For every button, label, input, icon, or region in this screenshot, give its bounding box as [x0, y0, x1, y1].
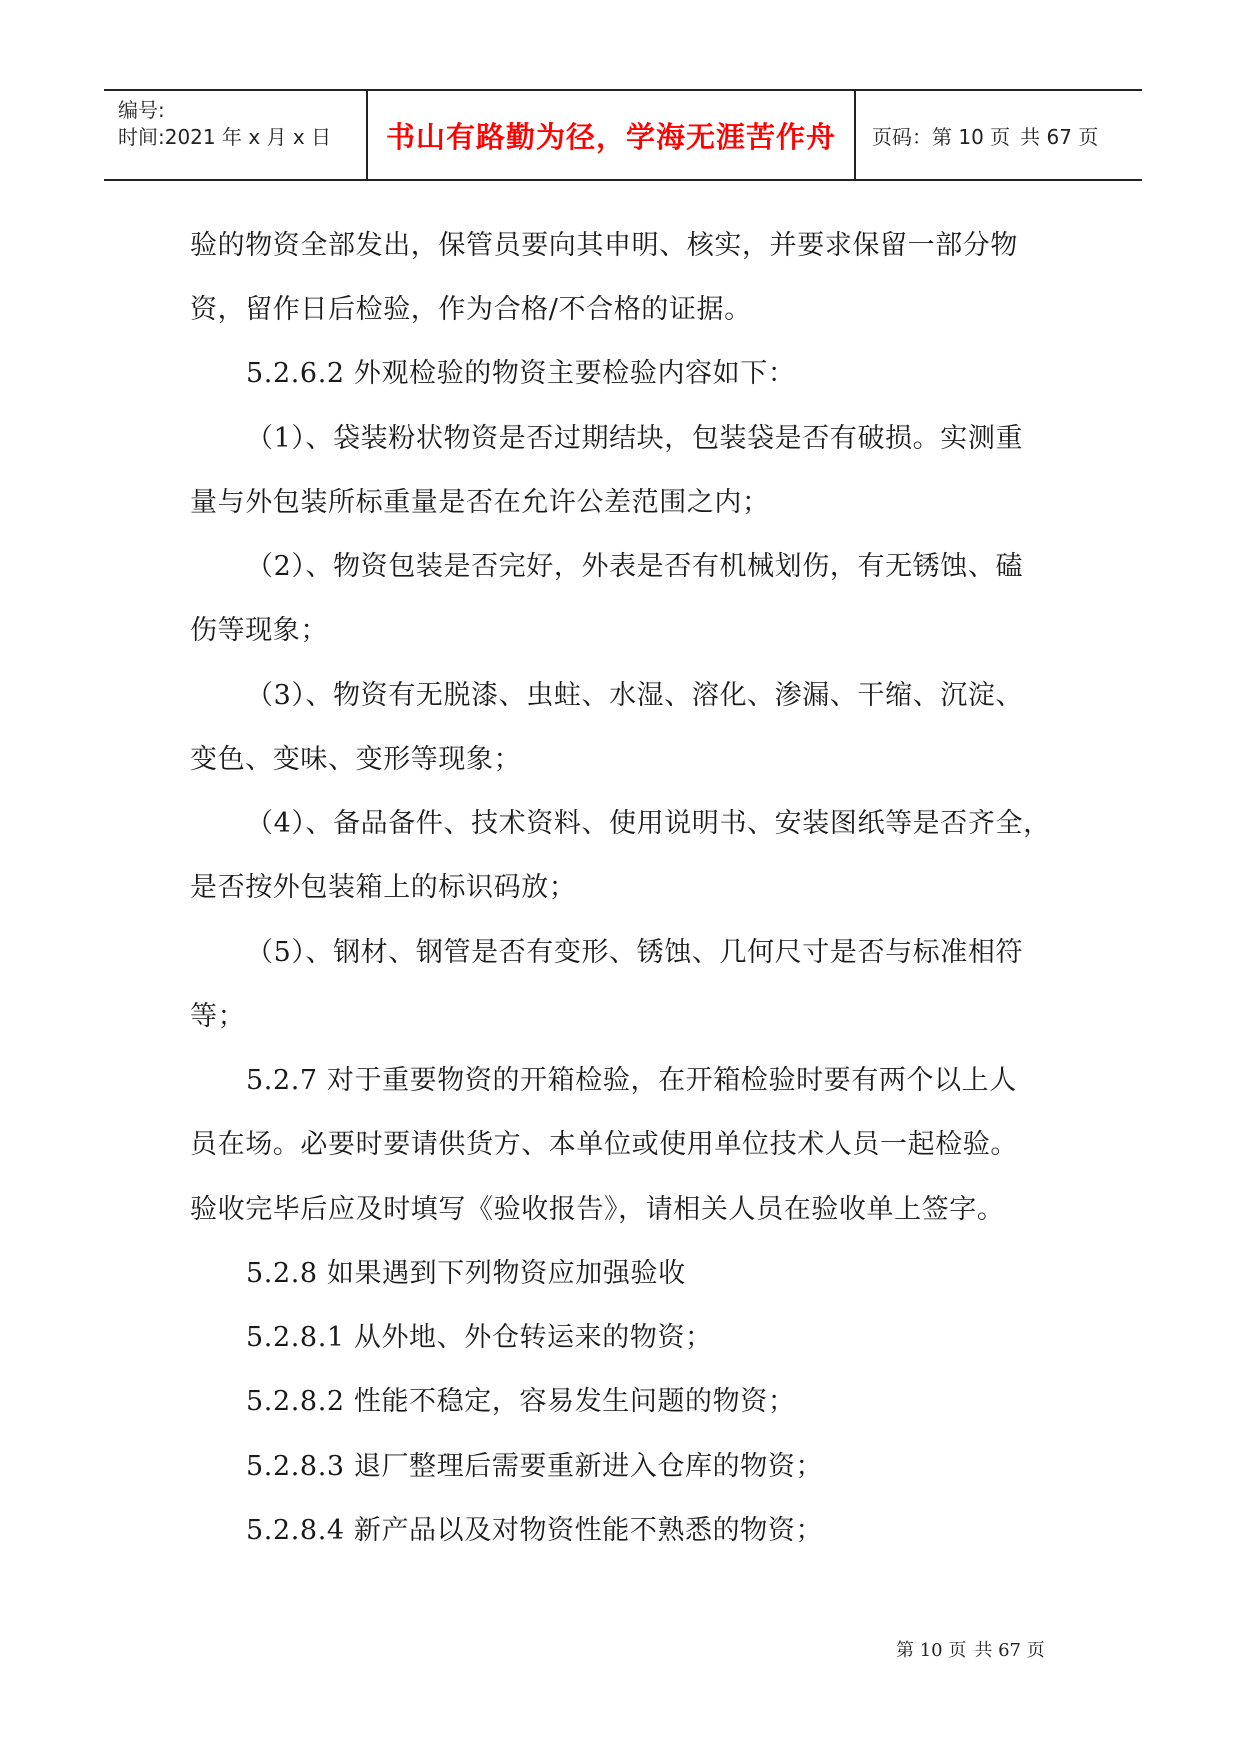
header-page-cell — [856, 91, 1138, 179]
body-line: 员在场。必要时要请供货方、本单位或使用单位技术人员一起检验。 — [190, 1129, 1018, 1160]
body-line: 资，留作日后检验，作为合格/不合格的证据。 — [190, 294, 752, 325]
list-item: 5.2.8.3 退厂整理后需要重新进入仓库的物资； — [246, 1451, 824, 1482]
section-heading: 5.2.8 如果遇到下列物资应加强验收 — [246, 1258, 686, 1289]
header-motto: 书山有路勤为径，学海无涯苦作舟 — [385, 119, 836, 154]
header-page-label: 页码：第 10 页 — [872, 124, 1011, 149]
body-line: 变色、变味、变形等现象； — [190, 744, 522, 775]
document-number-label: 编号: — [118, 98, 165, 122]
header-meta-cell — [104, 91, 368, 179]
page-header — [104, 89, 1142, 181]
list-item: （3）、物资有无脱漆、虫蛀、水湿、溶化、渗漏、干缩、沉淀、 — [246, 680, 1024, 711]
section-heading: 5.2.6.2 外观检验的物资主要检验内容如下： — [246, 358, 796, 389]
list-item: （1）、袋装粉状物资是否过期结块，包装袋是否有破损。实测重 — [246, 423, 1024, 454]
document-time-label: 时间:2021 年 x 月 x 日 — [118, 125, 332, 149]
page-footer-number — [896, 1636, 1045, 1662]
header-page-number — [872, 121, 1098, 150]
list-item: 5.2.8.4 新产品以及对物资性能不熟悉的物资； — [246, 1515, 824, 1546]
body-line: 等； — [190, 1001, 246, 1032]
list-item: 5.2.8.1 从外地、外仓转运来的物资； — [246, 1322, 713, 1353]
body-line: 验的物资全部发出，保管员要向其申明、核实，并要求保留一部分物 — [190, 230, 1018, 261]
header-motto-cell — [368, 91, 856, 179]
body-line: 是否按外包装箱上的标识码放； — [190, 872, 577, 903]
body-line: 量与外包装所标重量是否在允许公差范围之内； — [190, 487, 770, 518]
list-item: 5.2.8.2 性能不稳定，容易发生问题的物资； — [246, 1386, 796, 1417]
body-line: 伤等现象； — [190, 615, 328, 646]
header-total-pages: 共 67 页 — [1020, 124, 1099, 149]
list-item: （5）、钢材、钢管是否有变形、锈蚀、几何尺寸是否与标准相符 — [246, 937, 1024, 968]
list-item: （4）、备品备件、技术资料、使用说明书、安装图纸等是否齐全， — [246, 808, 1051, 839]
body-line: 验收完毕后应及时填写《验收报告》，请相关人员在验收单上签字。 — [190, 1194, 1005, 1225]
list-item: （2）、物资包装是否完好，外表是否有机械划伤，有无锈蚀、磕 — [246, 551, 1024, 582]
footer-total-pages: 共 67 页 — [974, 1640, 1045, 1661]
footer-page-label: 第 10 页 — [896, 1640, 967, 1661]
section-heading: 5.2.7 对于重要物资的开箱检验，在开箱检验时要有两个以上人 — [246, 1065, 1017, 1096]
